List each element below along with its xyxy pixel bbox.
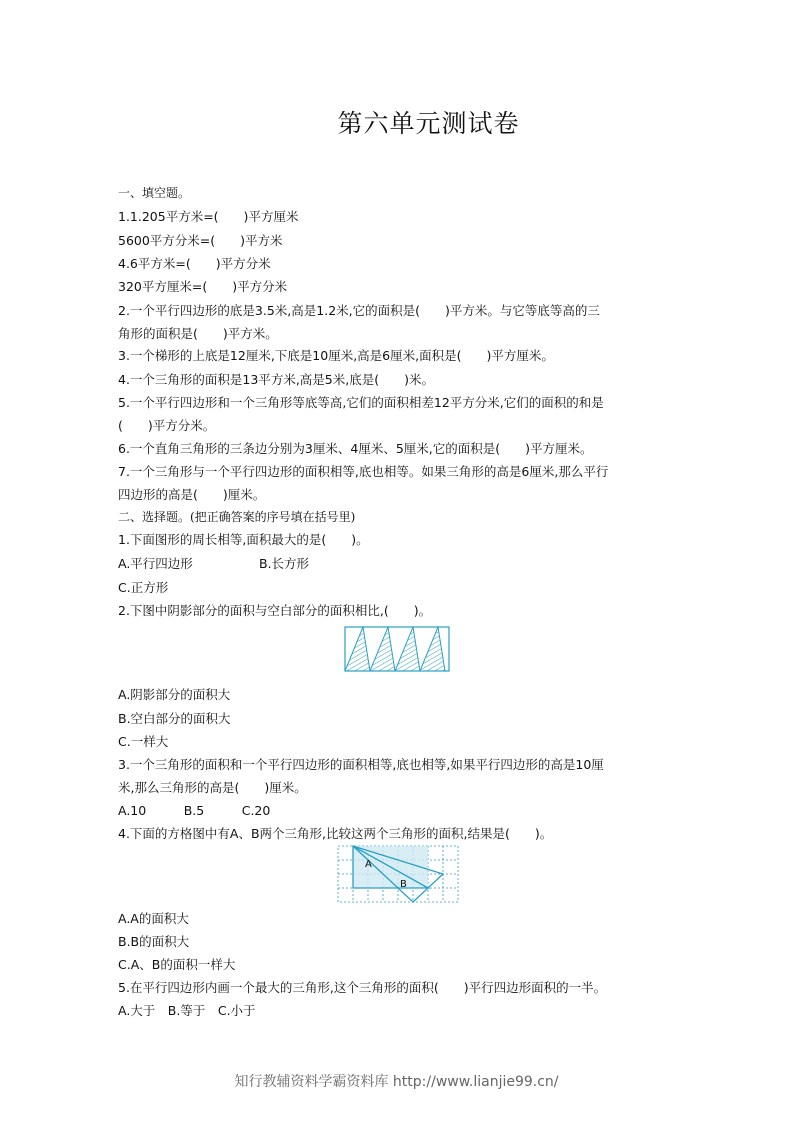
q1-option-a: A.平行四边形 bbox=[118, 556, 193, 571]
footer-watermark: 知行教辅资料学霸资料库 http://www.lianjie99.cn/ bbox=[234, 1074, 559, 1090]
page-title: 第六单元测试卷 bbox=[337, 109, 520, 138]
fill-line-2: 5600平方分米=( )平方米 bbox=[118, 233, 283, 248]
q2-option-a: A.阴影部分的面积大 bbox=[118, 687, 231, 702]
q5-options: A.大于 B.等于 C.小于 bbox=[118, 1003, 256, 1018]
q5-stem: 5.在平行四边形内画一个最大的三角形,这个三角形的面积( )平行四边形面积的一半。 bbox=[118, 980, 607, 995]
fill-line-12: 7.一个三角形与一个平行四边形的面积相等,底也相等。如果三角形的高是6厘米,那么平行 bbox=[118, 464, 609, 479]
q2-option-b: B.空白部分的面积大 bbox=[118, 711, 231, 726]
label-a: A bbox=[365, 859, 372, 870]
fill-line-8: 4.一个三角形的面积是13平方米,高是5米,底是( )米。 bbox=[118, 372, 434, 387]
grid-triangles-figure bbox=[337, 845, 459, 903]
q2-option-c: C.一样大 bbox=[118, 734, 169, 749]
fill-line-3: 4.6平方米=( )平方分米 bbox=[118, 256, 271, 271]
fill-line-7: 3.一个梯形的上底是12厘米,下底是10厘米,高是6厘米,面积是( )平方厘米。 bbox=[118, 348, 554, 363]
section-1-heading: 一、填空题。 bbox=[118, 186, 191, 200]
q1-option-b: B.长方形 bbox=[259, 556, 310, 571]
q3-options: A.10 B.5 C.20 bbox=[118, 803, 271, 818]
fill-line-5: 2.一个平行四边形的底是3.5米,高是1.2米,它的面积是( )平方米。与它等底等高的三 bbox=[118, 303, 600, 318]
q3-stem-line-2: 米,那么三角形的高是( )厘米。 bbox=[118, 780, 307, 795]
fill-line-10: ( )平方分米。 bbox=[118, 418, 216, 433]
fill-line-1: 1.1.205平方米=( )平方厘米 bbox=[118, 209, 299, 224]
label-b: B bbox=[400, 879, 407, 890]
section-2-heading: 二、选择题。(把正确答案的序号填在括号里) bbox=[118, 510, 356, 524]
q1-option-c: C.正方形 bbox=[118, 580, 169, 595]
shaded-triangles-figure bbox=[344, 626, 450, 672]
q3-stem-line-1: 3.一个三角形的面积和一个平行四边形的面积相等,底也相等,如果平行四边形的高是10厘 bbox=[118, 757, 604, 772]
q4-option-c: C.A、B的面积一样大 bbox=[118, 957, 236, 972]
q4-stem: 4.下面的方格图中有A、B两个三角形,比较这两个三角形的面积,结果是( )。 bbox=[118, 826, 553, 841]
q2-stem: 2.下图中阴影部分的面积与空白部分的面积相比,( )。 bbox=[118, 603, 432, 618]
q4-option-b: B.B的面积大 bbox=[118, 934, 190, 949]
q4-option-a: A.A的面积大 bbox=[118, 911, 189, 926]
fill-line-13: 四边形的高是( )厘米。 bbox=[118, 487, 266, 502]
q1-stem: 1.下面图形的周长相等,面积最大的是( )。 bbox=[118, 532, 369, 547]
fill-line-11: 6.一个直角三角形的三条边分别为3厘米、4厘米、5厘米,它的面积是( )平方厘米。 bbox=[118, 441, 593, 456]
fill-line-6: 角形的面积是( )平方米。 bbox=[118, 326, 278, 341]
fill-line-4: 320平方厘米=( )平方分米 bbox=[118, 279, 288, 294]
fill-line-9: 5.一个平行四边形和一个三角形等底等高,它们的面积相差12平方分米,它们的面积的和是 bbox=[118, 395, 604, 410]
